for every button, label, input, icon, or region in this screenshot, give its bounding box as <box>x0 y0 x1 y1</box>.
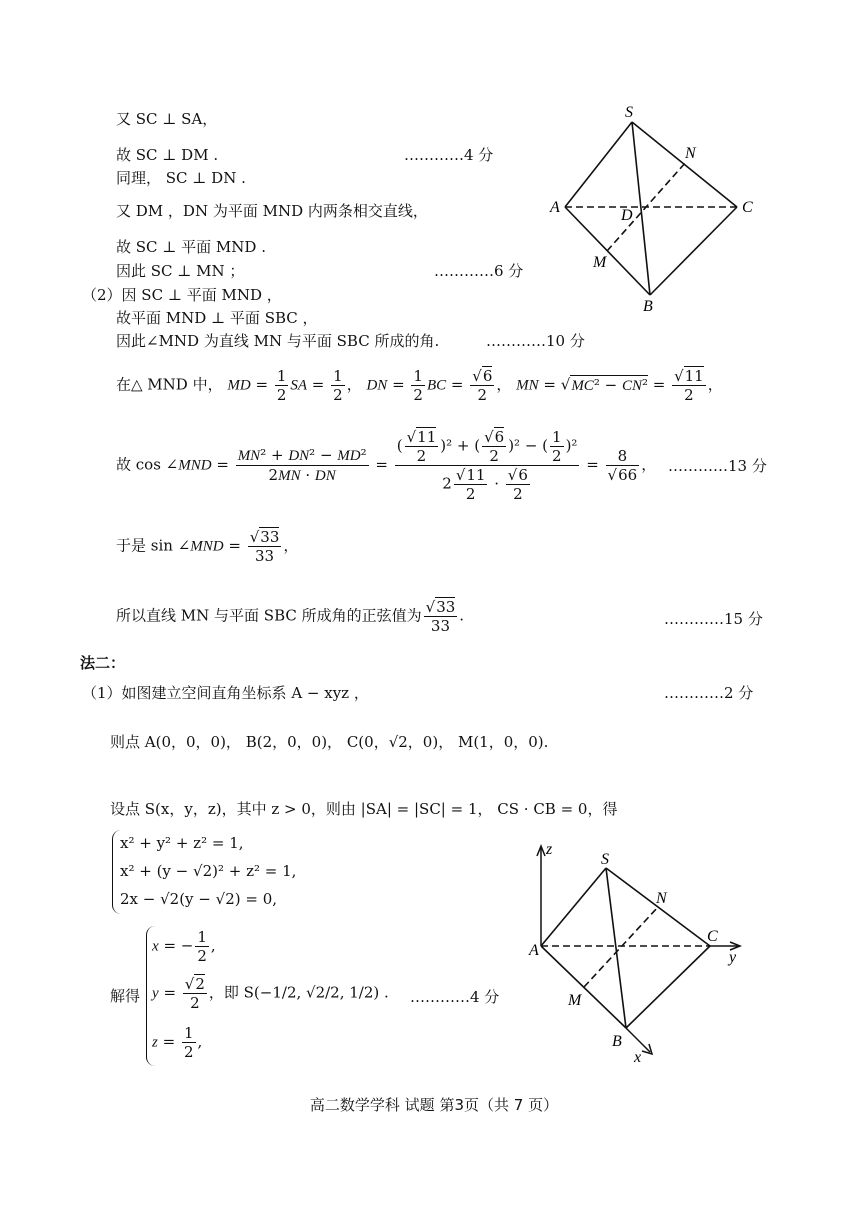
cos-formula: 故 cos ∠MND = $\frac{\text{MN² + DN² − MD²}}{2MN \cdot DN}$ = ( $\frac{√11}{2}$ )² + ( $\frac{√6}{2}$ )² − ( $\frac{1}{2}$ )² 2 $\frac{√11}{2}$ · $\frac{√6}{2}$ = $\frac{8}{√66}$ ， <box>116 428 657 503</box>
proof2-line-2: 故平面 MND ⊥ 平面 SBC ， <box>116 309 318 327</box>
triangle-lengths: 在△ MND 中， MD = $\frac{1}{2}$ SA = $\frac{1}{2}$ ， DN = $\frac{1}{2}$ BC = $\frac{√6}{2}$ ， MN = √MC² − CN² = $\frac{√11}{2}$ ， <box>116 367 723 404</box>
fig1-label-b: B <box>643 298 653 315</box>
conclusion: 所以直线 MN 与平面 SBC 所成角的正弦值为 $\frac{√33}{33}$ . <box>116 598 465 635</box>
score-4: …………4 分 <box>404 146 494 164</box>
sin-prefix: 于是 <box>116 536 147 555</box>
proof-line-3: 同理， SC ⊥ DN . <box>116 169 246 187</box>
tetrahedron-figure-1 <box>540 96 770 318</box>
system-eq-1: x² + y² + z² = 1, <box>120 834 244 852</box>
fig2-label-b: B <box>612 1033 622 1050</box>
page-footer: 高二数学学科 试题 第3页（共 7 页） <box>309 1096 559 1114</box>
tetrahedron-figure-2 <box>525 836 750 1068</box>
fig1-label-s: S <box>625 104 633 121</box>
fig2-label-z: z <box>546 841 553 858</box>
solution-y: y = $\frac{√2}{2}$ ，即 S(−1/2, √2/2, 1/2) . <box>152 975 389 1012</box>
proof2-line-1: （2）因 SC ⊥ 平面 MND ， <box>82 286 282 304</box>
system-eq-2: x² + (y − √2)² + z² = 1, <box>120 862 297 880</box>
score-2: …………2 分 <box>664 684 754 702</box>
proof2-line-3: 因此∠MND 为直线 MN 与平面 SBC 所成的角. <box>116 332 440 350</box>
proof-line-4: 又 DM ，DN 为平面 MND 内两条相交直线， <box>116 202 428 220</box>
proof-line-5: 故 SC ⊥ 平面 MND . <box>116 238 266 256</box>
score-10: …………10 分 <box>486 332 585 350</box>
fig2-label-a: A <box>529 942 539 959</box>
score-4b: …………4 分 <box>410 988 500 1006</box>
method2-points: 则点 A(0，0，0)， B(2，0，0)， C(0，√2，0)， M(1，0，0). <box>110 733 549 751</box>
system-eq-3: 2x − √2(y − √2) = 0, <box>120 890 278 908</box>
fig2-label-y: y <box>729 949 737 966</box>
method2-line-1: （1）如图建立空间直角坐标系 A − xyz ， <box>82 684 369 702</box>
solution-x: x = − $\frac{1}{2}$ , <box>152 928 216 965</box>
fig2-label-x: x <box>634 1049 642 1066</box>
score-15: …………15 分 <box>664 610 763 628</box>
fig1-label-m: M <box>593 254 607 271</box>
solve-label: 解得 <box>110 987 141 1005</box>
method2-title: 法二： <box>80 654 126 672</box>
solution-after: ，即 S(−1/2, √2/2, 1/2) . <box>208 983 389 1002</box>
score-6: …………6 分 <box>434 262 524 280</box>
fig2-label-s: S <box>601 851 609 868</box>
fig1-label-c: C <box>742 199 753 216</box>
score-13: …………13 分 <box>668 457 767 475</box>
fig2-label-c: C <box>707 928 718 945</box>
fig1-label-n: N <box>685 145 696 162</box>
fig2-label-m: M <box>568 992 582 1009</box>
method2-setup: 设点 S(x，y，z)，其中 z > 0，则由 |SA| = |SC| = 1， CS · CB = 0，得 <box>110 800 618 818</box>
proof-line-6: 因此 SC ⊥ MN ； <box>116 262 245 280</box>
proof-line-2: 故 SC ⊥ DM . <box>116 146 219 164</box>
conclusion-prefix: 所以直线 MN 与平面 SBC 所成角的正弦值为 <box>116 606 422 625</box>
fig1-label-a: A <box>550 199 560 216</box>
triangle-prefix: 在△ MND 中， <box>116 375 223 394</box>
fig1-label-d: D <box>621 207 633 224</box>
fig2-label-n: N <box>656 890 667 907</box>
sin-formula: 于是 sin ∠MND = $\frac{√33}{33}$ ， <box>116 528 299 565</box>
proof-line-1: 又 SC ⊥ SA， <box>116 110 218 128</box>
solution-z: z = $\frac{1}{2}$ , <box>152 1024 203 1061</box>
